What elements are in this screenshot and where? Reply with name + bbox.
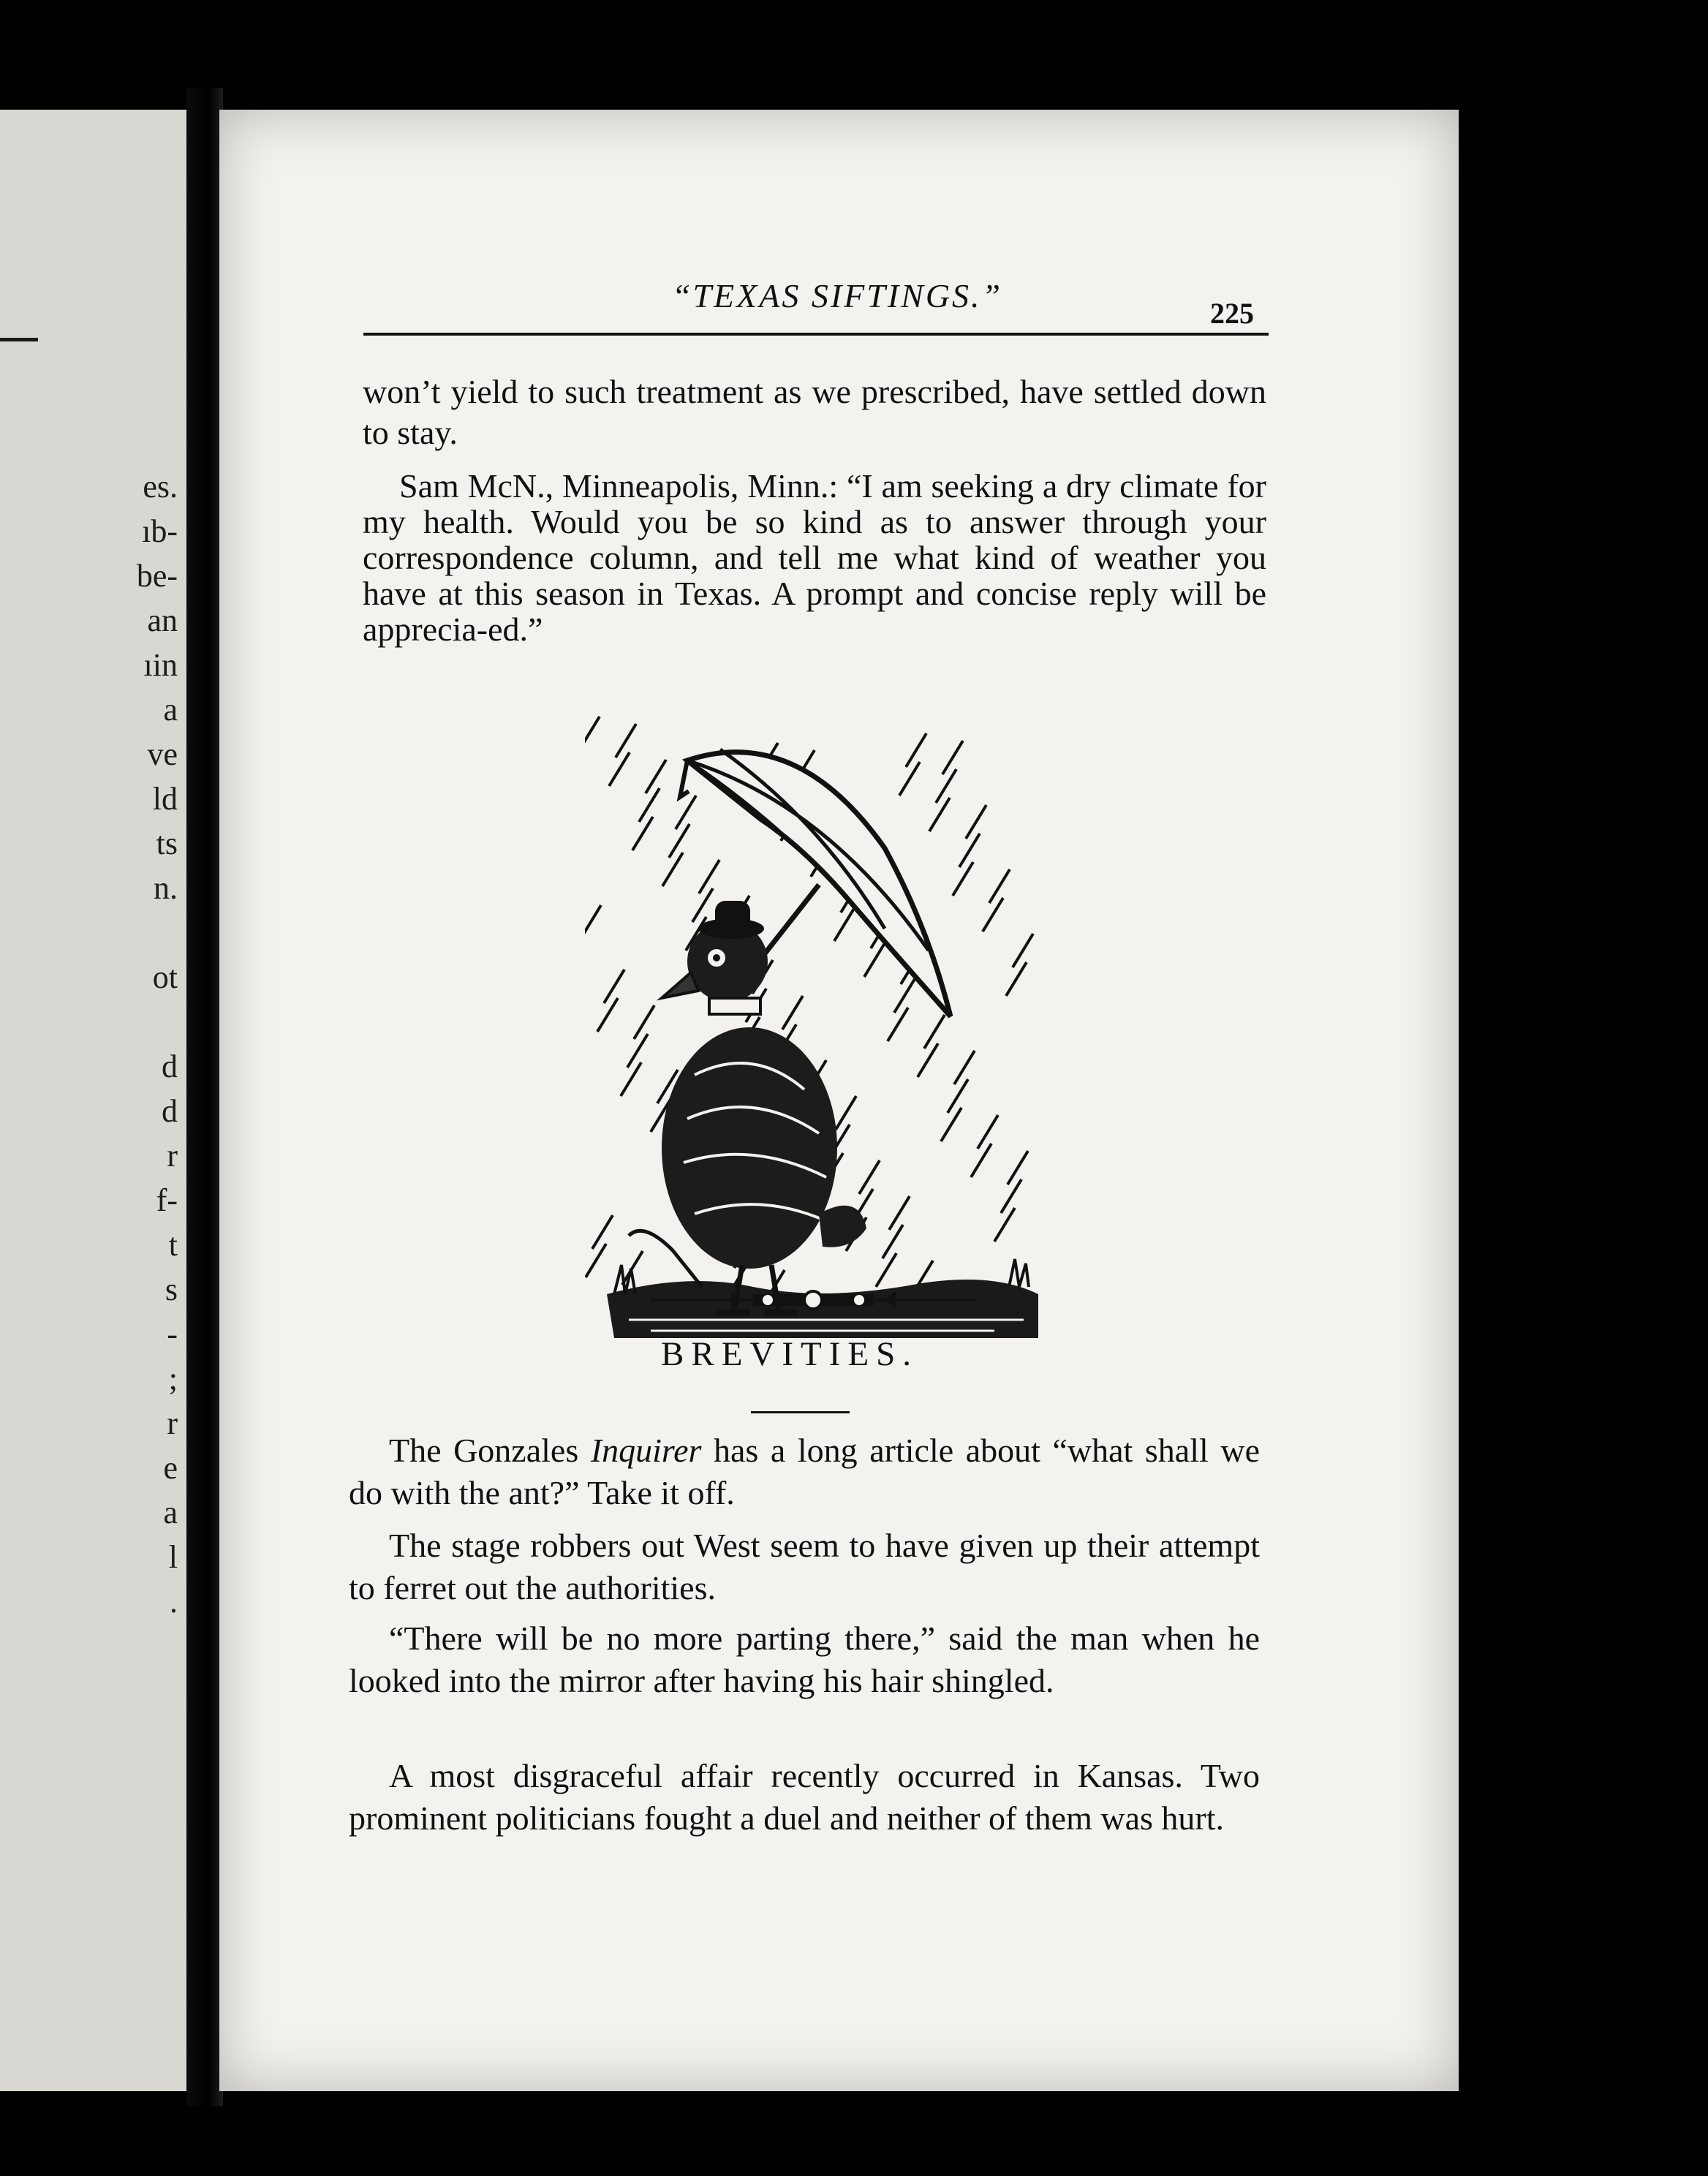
book-page	[219, 110, 1459, 2091]
heading-rule	[751, 1411, 850, 1413]
left-line: d	[162, 1093, 178, 1129]
left-line: ts	[156, 826, 178, 861]
left-line: a	[163, 1495, 178, 1530]
newspaper-title: Inquirer	[590, 1432, 702, 1469]
left-line	[105, 910, 178, 955]
brevity-item	[349, 1429, 1260, 1514]
left-line: ot	[152, 959, 178, 995]
left-line: a	[163, 692, 178, 728]
brevity-text: has a long article about “what shall we do with the ant?” Take it off.	[349, 1432, 1260, 1511]
left-line: r	[167, 1138, 178, 1174]
left-line: s	[165, 1272, 178, 1307]
brevity-text: The Gonzales	[389, 1432, 591, 1469]
letter-paragraph: Sam McN., Minneapolis, Minn.: “I am seeking a dry climate for my health. Would you be so kind as to answer through your correspondence column, and tell me what kind of weather you have at this season in Texas. A prompt and concise reply will be apprecia-ed.”	[363, 467, 1266, 648]
brevity-item: The stage robbers out West seem to have given up their attempt to ferret out the authorities.	[349, 1527, 1260, 1606]
section-heading: BREVITIES.	[661, 1335, 918, 1373]
left-page-text-column	[105, 464, 178, 1624]
left-page-rule	[0, 338, 38, 341]
left-line: t	[168, 1227, 178, 1263]
running-header-title: “TEXAS SIFTINGS.”	[671, 277, 1003, 314]
page-gutter	[186, 88, 223, 2106]
left-line: l	[168, 1539, 178, 1575]
left-line: ıin	[143, 647, 178, 683]
continued-paragraph: won’t yield to such treatment as we prescribed, have settled down to stay.	[363, 373, 1266, 451]
left-line: e	[163, 1450, 178, 1486]
left-line: d	[162, 1049, 178, 1084]
decorative-divider-ornament	[651, 1285, 976, 1315]
left-line: f-	[156, 1182, 178, 1218]
left-line: be-	[136, 558, 178, 594]
left-line: n.	[154, 870, 178, 906]
left-page-fragment	[0, 110, 186, 2091]
left-line: ;	[168, 1361, 178, 1397]
left-line: ld	[152, 781, 178, 817]
brevity-item: A most disgraceful affair recently occurred in Kansas. Two prominent politicians fought a duel and neither of them was hurt.	[349, 1757, 1260, 1837]
left-line: -	[167, 1316, 178, 1352]
left-line: es.	[143, 469, 178, 505]
left-line	[105, 1000, 178, 1044]
left-line: ıb-	[142, 513, 178, 549]
left-line: .	[170, 1584, 178, 1620]
duck-with-umbrella-illustration	[585, 709, 1068, 1367]
left-line: r	[167, 1405, 178, 1441]
left-line: an	[147, 602, 178, 638]
left-line: ve	[147, 736, 178, 772]
header-rule	[363, 333, 1269, 336]
page-number: 225	[1210, 297, 1254, 330]
brevity-item: “There will be no more parting there,” said the man when he looked into the mirror after having his hair shingled.	[349, 1620, 1260, 1699]
